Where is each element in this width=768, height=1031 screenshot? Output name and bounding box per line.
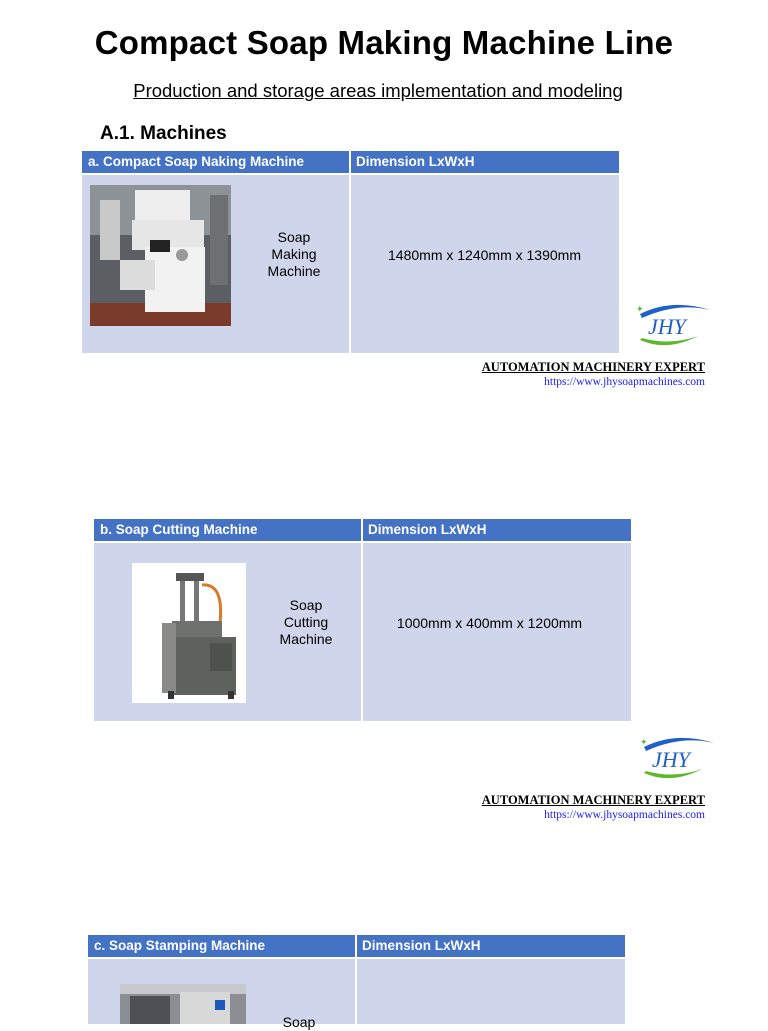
jhy-swoosh-logo-icon	[632, 300, 712, 350]
logo-mark: JHY	[652, 747, 690, 772]
logo-mark: JHY	[648, 314, 686, 339]
machine-label: Soap Making Machine	[267, 229, 321, 279]
company-logo	[470, 298, 710, 398]
machine-photo-stamping	[120, 984, 246, 1024]
machine-label: Soap Cutting Machine	[279, 597, 333, 647]
table-header-machine: b. Soap Cutting Machine	[94, 519, 362, 541]
logo-tagline: AUTOMATION MACHINERY EXPERT	[481, 360, 705, 374]
row-divider	[94, 541, 631, 543]
section-heading: A.1. Machines	[100, 123, 227, 144]
column-divider	[355, 935, 357, 1024]
page-title: Compact Soap Making Machine Line	[94, 24, 674, 61]
jhy-swoosh-logo-icon	[636, 733, 716, 783]
table-header-machine: c. Soap Stamping Machine	[88, 935, 356, 957]
table-header-dimension: Dimension LxWxH	[350, 151, 619, 173]
machine-dimension: 1480mm x 1240mm x 1390mm	[388, 247, 581, 263]
machine-photo-making	[90, 185, 231, 326]
svg-text:✦: ✦	[640, 738, 648, 748]
svg-text:✦: ✦	[636, 305, 644, 315]
page-subtitle: Production and storage areas implementation and modeling	[133, 80, 623, 101]
table-header-machine: a. Compact Soap Naking Machine	[82, 151, 350, 173]
machine-label: Soap	[282, 1014, 316, 1030]
table-header-dimension: Dimension LxWxH	[356, 935, 625, 957]
logo-url[interactable]: https://www.jhysoapmachines.com	[544, 809, 705, 821]
table-header-dimension: Dimension LxWxH	[362, 519, 631, 541]
company-logo	[470, 731, 710, 831]
machine-dimension: 1000mm x 400mm x 1200mm	[396, 615, 583, 631]
logo-url[interactable]: https://www.jhysoapmachines.com	[544, 376, 705, 388]
row-divider	[82, 173, 619, 175]
machine-photo-cutting	[132, 563, 246, 703]
row-divider	[88, 957, 625, 959]
logo-tagline: AUTOMATION MACHINERY EXPERT	[481, 793, 705, 807]
